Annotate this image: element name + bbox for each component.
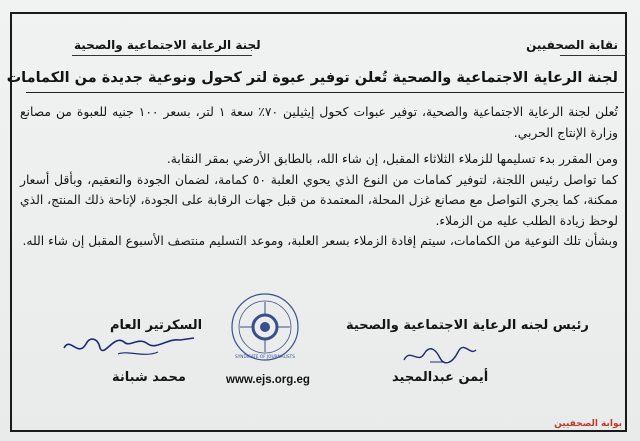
paragraph: ومن المقرر بدء تسليمها للزملاء الثلاثاء المقبل، إن شاء الله، بالطابق الأرضي بمقر النقابة. (166, 152, 618, 166)
paragraph: وبشأن تلك النوعية من الكمامات، سيتم إفادة الزملاء بسعر العلبة، وموعد التسليم منتصف الأسبوع المقبل إن شاء الله. (22, 234, 618, 248)
chairman-title: رئيس لجنه الرعاية الاجتماعية والصحية (346, 318, 589, 333)
secretary-title: السكرتير العام (110, 318, 203, 333)
announcement-body (20, 102, 618, 252)
syndicate-seal-logo (230, 292, 300, 362)
website-link[interactable]: www.ejs.org.eg (226, 374, 310, 386)
seal-ring-text: SYNDICATE OF JOURNALISTS (235, 354, 295, 359)
paragraph: كما تواصل رئيس اللجنة، لتوفير كمامات من النوع الذي يحوي العلبة ٥٠ كمامة، لضمان الجودة والتعقيم، وبأقل أسعار ممكنة، كما يجري التواصل مع مصانع غزل المحلة، المعتمدة من قبل جهات الرقابة على الجودة، لإتاحة ذلك المنتج، الذي لوحظ زيادة الطلب عليه من الزملاء. (20, 172, 618, 228)
watermark-logo (554, 411, 624, 433)
chairman-name: أيمن عبدالمجيد (392, 370, 489, 385)
paragraph: تُعلن لجنة الرعاية الاجتماعية والصحية، توفير عبوات كحول إيثيلين ٧٠٪ سعة ١ لتر، بسعر ١٠٠ جنيه للعبوة من مصانع وزارة الإنتاج الحربي. (20, 105, 618, 140)
headline-underline (26, 92, 624, 93)
secretary-name: محمد شبانة (112, 370, 186, 385)
header-underline-right (560, 55, 626, 56)
header-underline-left (72, 55, 252, 56)
chairman-signature (400, 344, 480, 368)
header-org-right: نقابة الصحفيين (526, 38, 618, 52)
secretary-signature (58, 328, 198, 364)
headline: لجنة الرعاية الاجتماعية والصحية تُعلن توفير عبوة لتر كحول ونوعية جديدة من الكمامات (6, 70, 618, 86)
header-org-left: لجنة الرعاية الاجتماعية والصحية (74, 38, 261, 52)
svg-text:بوابة الصحفيين: بوابة الصحفيين (554, 419, 622, 429)
